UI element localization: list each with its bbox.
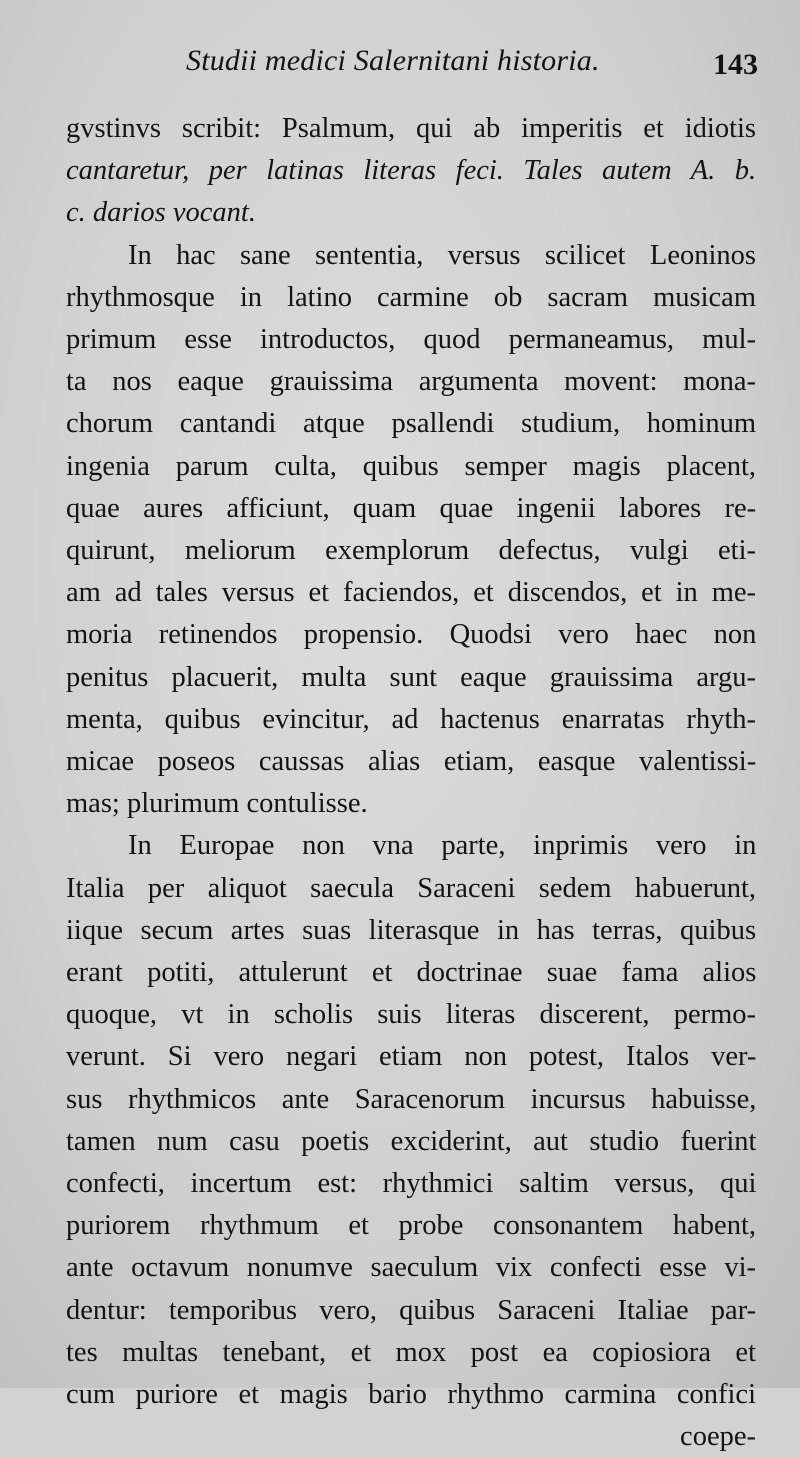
paragraph-3 xyxy=(66,825,756,1416)
page-number: 143 xyxy=(713,48,758,81)
paragraph-1 xyxy=(66,108,756,235)
body-text xyxy=(66,108,756,1458)
text-line: micae poseos caussas alias etiam, easque valentissi- xyxy=(66,746,757,778)
text-line: iique secum artes suas literasque in has terras, quibus xyxy=(66,914,757,946)
text-line: sus rhythmicos ante Saracenorum incursus habuisse, xyxy=(66,1083,757,1115)
text-line: am ad tales versus et faciendos, et discendos, et in me- xyxy=(66,577,757,609)
text-line: erant potiti, attulerunt et doctrinae suae fama alios xyxy=(66,957,757,989)
paragraph-2 xyxy=(66,235,756,826)
page-header xyxy=(66,44,756,108)
running-title: Studii medici Salernitani historia. xyxy=(186,44,600,77)
text-line: puriorem rhythmum et probe consonantem habent, xyxy=(66,1210,756,1242)
text-line: In Europae non vna parte, inprimis vero in xyxy=(128,830,757,862)
text-line: dentur: temporibus vero, quibus Saraceni Italiae par- xyxy=(66,1294,757,1326)
text-line: cantaretur, per latinas literas feci. Tales autem A. b. xyxy=(66,155,757,187)
text-line: quirunt, meliorum exemplorum defectus, vulgi eti- xyxy=(66,535,756,567)
catchword: coepe- xyxy=(680,1421,756,1453)
text-line: moria retinendos propensio. Quodsi vero haec non xyxy=(66,619,757,651)
text-line: verunt. Si vero negari etiam non potest, Italos ver- xyxy=(66,1041,757,1073)
text-line: cum puriore et magis bario rhythmo carmina confici xyxy=(66,1379,756,1411)
text-line: chorum cantandi atque psallendi studium, hominum xyxy=(66,408,757,440)
text-line: Italia per aliquot saecula Saraceni sedem habuerunt, xyxy=(66,872,756,904)
text-line: mas; plurimum contulisse. xyxy=(66,788,368,820)
text-line: In hac sane sententia, versus scilicet Leoninos xyxy=(128,239,756,271)
text-line: rhythmosque in latino carmine ob sacram musicam xyxy=(66,281,756,313)
text-line: ta nos eaque grauissima argumenta movent: mona- xyxy=(66,366,756,398)
text-line: quae aures afficiunt, quam quae ingenii labores re- xyxy=(66,492,757,524)
text-line: tes multas tenebant, et mox post ea copiosiora et xyxy=(66,1336,756,1368)
text-line: gvstinvs scribit: Psalmum, qui ab imperitis et idiotis xyxy=(66,113,756,144)
text-line: primum esse introductos, quod permaneamus, mul- xyxy=(66,324,756,356)
text-line: penitus placuerit, multa sunt eaque grauissima argu- xyxy=(66,661,756,693)
text-line: c. darios vocant. xyxy=(66,197,256,229)
text-line: confecti, incertum est: rhythmici saltim versus, qui xyxy=(66,1168,757,1200)
text-line: menta, quibus evincitur, ad hactenus enarratas rhyth- xyxy=(66,703,756,735)
text-line: ante octavum nonumve saeculum vix confecti esse vi- xyxy=(66,1252,756,1284)
text-line: ingenia parum culta, quibus semper magis placent, xyxy=(66,450,756,482)
text-line: tamen num casu poetis exciderint, aut studio fuerint xyxy=(66,1125,757,1157)
text-line: quoque, vt in scholis suis literas discerent, permo- xyxy=(66,999,756,1031)
